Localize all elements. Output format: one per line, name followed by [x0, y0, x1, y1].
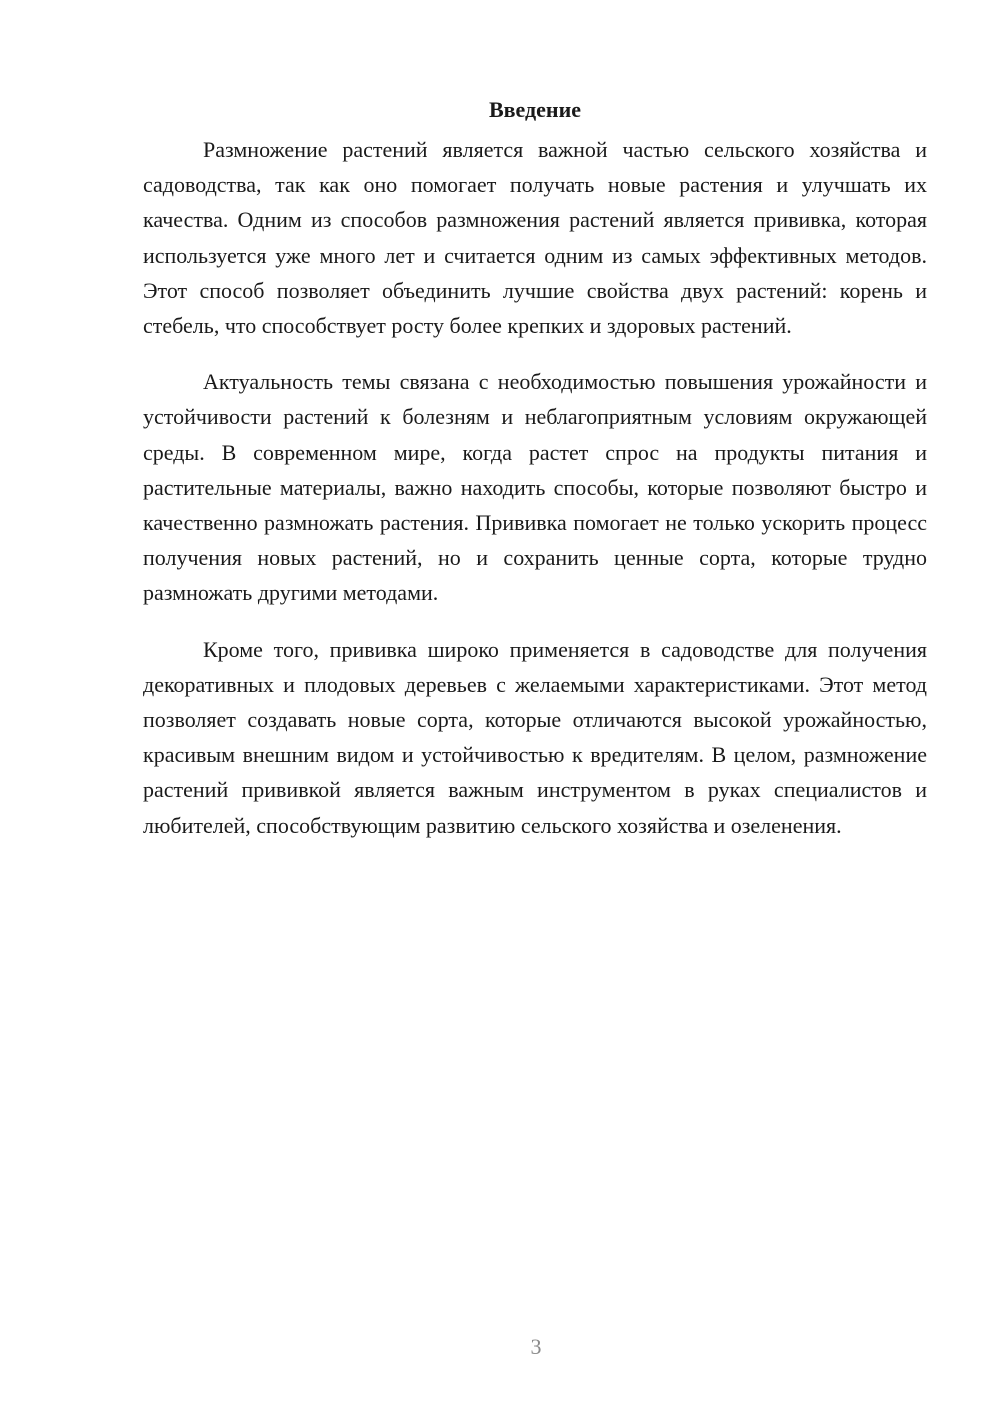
page-title: Введение	[488, 97, 582, 122]
page-content	[143, 92, 927, 864]
page-number: 3	[530, 1334, 542, 1359]
paragraph-relevance: Актуальность темы связана с необходимостью повышения урожайности и устойчивости растений к болезням и неблагоприятным условиям окружающей среды. В современном мире, когда растет спрос на продукты питания и растительные материалы, важно находить способы, которые позволяют быстро и качественно размножать растения. Прививка помогает не только ускорить процесс получения новых растений, но и сохранить ценные сорта, которые трудно размножать другими методами.	[143, 369, 927, 606]
paragraph-intro: Размножение растений является важной частью сельского хозяйства и садоводства, так как оно помогает получать новые растения и улучшать их качества. Одним из способов размножения растений является прививка, которая используется уже много лет и считается одним из самых эффективных методов. Этот способ позволяет объединить лучшие свойства двух растений: корень и стебель, что способствует росту более крепких и здоровых растений.	[143, 137, 927, 339]
paragraph-application: Кроме того, прививка широко применяется в садоводстве для получения декоративных и плодовых деревьев с желаемыми характеристиками. Этот метод позволяет создавать новые сорта, которые отличаются высокой урожайностью, красивым внешним видом и устойчивостью к вредителям. В целом, размножение растений прививкой является важным инструментом в руках специалистов и любителей, способствующим развитию сельского хозяйства и озеленения.	[143, 636, 927, 838]
